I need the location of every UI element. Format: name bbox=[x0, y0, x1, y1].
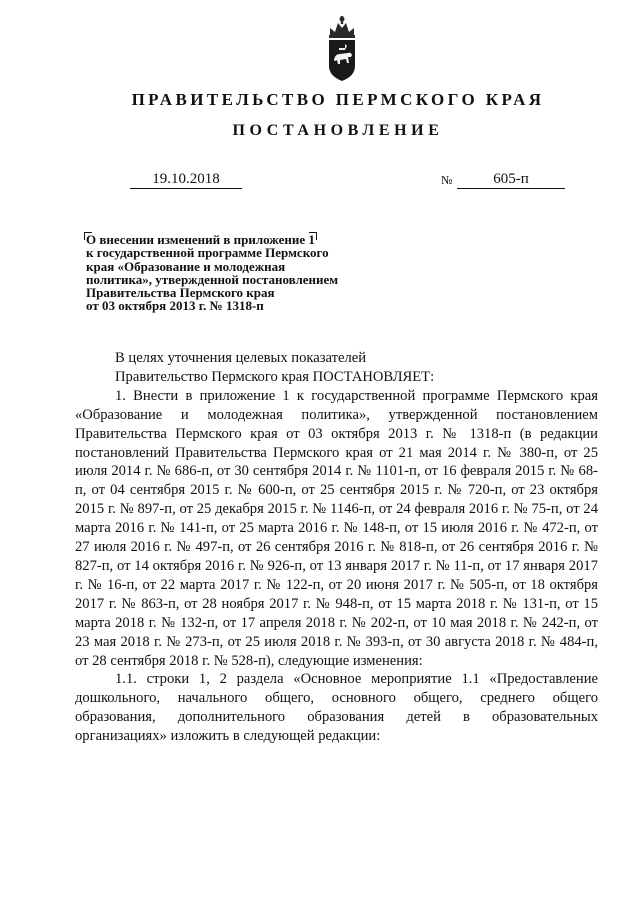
body-paragraph: 1. Внести в приложение 1 к государственной программе Пермского края «Образование и молодежная политика», утвержденной постановлением Правительства Пермского края от 03 октября 2013 г. № 1318-п (в редакции постановлений Правительства Пермского края от 21 мая 2014 г. № 380-п, от 25 июля 2014 г. № 686-п, от 30 сентября 2014 г. № 1101-п, от 16 февраля 2015 г. № 68-п, от 04 сентября 2015 г. № 600-п, от 25 сентября 2015 г. № 720-п, от 23 октября 2015 г. № 897-п, от 25 декабря 2015 г. № 1146-п, от 24 февраля 2016 г. № 75-п, от 24 марта 2016 г. № 141-п, от 25 марта 2016 г. № 148-п, от 15 июля 2016 г. № 472-п, от 27 июля 2016 г. № 497-п, от 26 сентября 2016 г. № 818-п, от 26 сентября 2016 г. № 827-п, от 14 октября 2016 г. № 926-п, от 13 января 2017 г. № 11-п, от 17 января 2017 г. № 16-п, от 22 марта 2017 г. № 122-п, от 20 июня 2017 г. № 505-п, от 18 октября 2017 г. № 863-п, от 28 ноября 2017 г. № 948-п, от 15 марта 2018 г. № 131-п, от 15 марта 2018 г. № 132-п, от 17 апреля 2018 г. № 202-п, от 10 мая 2018 г. № 242-п, от 23 мая 2018 г. № 273-п, от 25 июля 2018 г. № 393-п, от 30 августа 2018 г. № 484-п, от 28 сентября 2018 г. № 528-п), следующие изменения: bbox=[75, 387, 598, 669]
document-date: 19.10.2018 bbox=[130, 170, 242, 189]
subject-line: от 03 октября 2013 г. № 1318-п bbox=[86, 298, 264, 314]
body-paragraph: В целях уточнения целевых показателей bbox=[115, 350, 367, 366]
document-body bbox=[75, 349, 598, 746]
document-number: 605-п bbox=[457, 170, 565, 189]
subject-line: политика», утвержденной постановлением bbox=[86, 271, 339, 287]
body-paragraph: Правительство Пермского края ПОСТАНОВЛЯЕТ: bbox=[115, 368, 435, 385]
number-sign: № bbox=[441, 173, 453, 187]
document-type-title: ПОСТАНОВЛЕНИЕ bbox=[232, 122, 444, 139]
coat-of-arms-emblem bbox=[324, 14, 360, 82]
shield-icon bbox=[329, 40, 355, 81]
body-paragraph: 1.1. строки 1, 2 раздела «Основное мероприятие 1.1 «Предоставление дошкольного, начального общего, основного общего, среднего общего образования, дополнительного образования детей в образовательных организациях» изложить в следующей редакции: bbox=[75, 671, 598, 745]
crown-icon bbox=[329, 16, 355, 38]
subject-line: к государственной программе Пермского bbox=[86, 245, 329, 261]
organization-title: ПРАВИТЕЛЬСТВО ПЕРМСКОГО КРАЯ bbox=[131, 90, 545, 109]
document-subject bbox=[86, 233, 406, 313]
subject-line: Правительства Пермского края bbox=[86, 285, 275, 301]
subject-line: О внесении изменений в приложение 1 bbox=[86, 232, 315, 247]
subject-line: края «Образование и молодежная bbox=[86, 258, 286, 274]
